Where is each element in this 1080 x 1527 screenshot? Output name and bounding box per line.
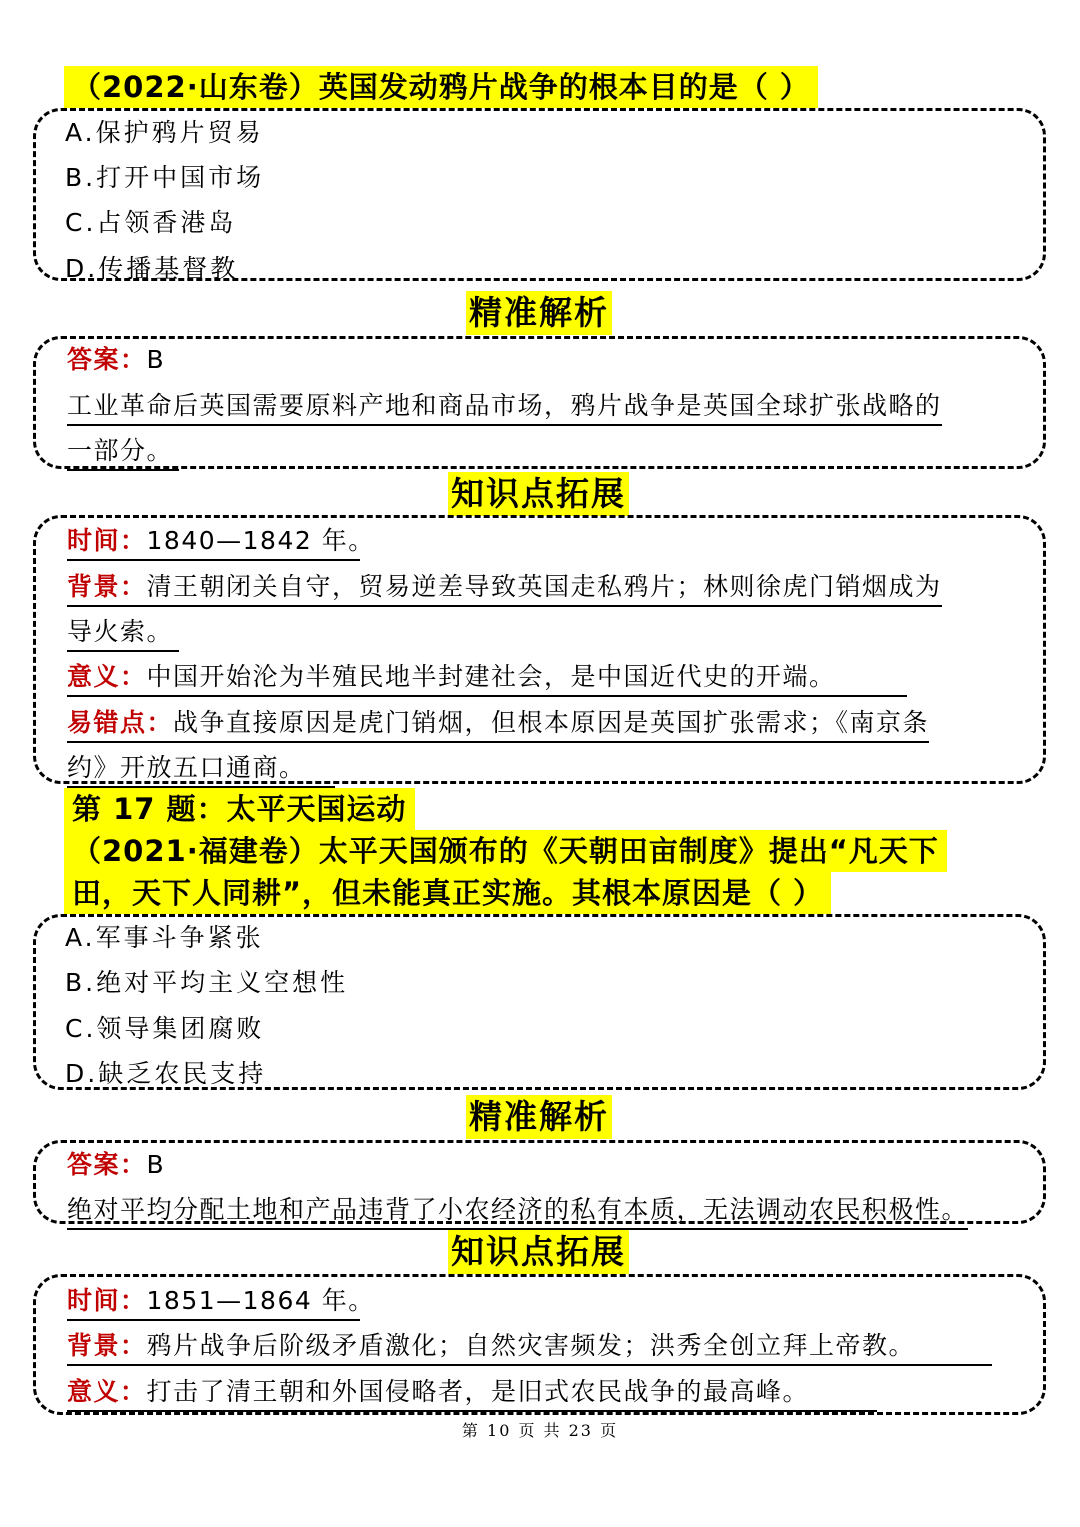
q17-stem-line-2: 田，天下人同耕”，但未能真正实施。其根本原因是（ ） bbox=[64, 872, 831, 914]
q16-background-line-2: 导火索。 bbox=[67, 615, 179, 652]
q17-analysis-title: 精准解析 bbox=[466, 1095, 612, 1139]
q17-time-line bbox=[67, 1284, 375, 1321]
q16-knowledge-title: 知识点拓展 bbox=[448, 472, 629, 516]
q17-option-b[interactable]: B.绝对平均主义空想性 bbox=[65, 968, 349, 997]
q17-time-value: 1851—1864 年。 bbox=[146, 1286, 375, 1315]
q16-option-b[interactable]: B.打开中国市场 bbox=[65, 163, 265, 192]
q17-answer-value: B bbox=[146, 1150, 166, 1179]
q17-option-c[interactable]: C.领导集团腐败 bbox=[65, 1014, 265, 1043]
q16-option-d[interactable]: D.传播基督教 bbox=[65, 254, 239, 283]
q17-answer-line bbox=[67, 1148, 165, 1183]
q17-background-label: 背景： bbox=[67, 1331, 147, 1360]
q16-significance-text: 中国开始沦为半殖民地半封建社会，是中国近代史的开端。 bbox=[146, 662, 836, 691]
q16-background-text-1: 清王朝闭关自守，贸易逆差导致英国走私鸦片；林则徐虎门销烟成为 bbox=[146, 572, 942, 601]
q16-explanation-line-2: 一部分。 bbox=[67, 434, 179, 471]
q16-significance-line bbox=[67, 660, 907, 697]
q16-pitfall-label: 易错点： bbox=[67, 708, 174, 737]
q16-time-line bbox=[67, 524, 375, 561]
q16-background-line-1 bbox=[67, 570, 942, 607]
q17-explanation-line: 绝对平均分配土地和产品违背了小农经济的私有本质，无法调动农民积极性。 bbox=[67, 1193, 968, 1230]
q16-explanation-line-1: 工业革命后英国需要原料产地和商品市场，鸦片战争是英国全球扩张战略的 bbox=[67, 389, 942, 426]
q17-knowledge-title: 知识点拓展 bbox=[448, 1230, 629, 1274]
q17-significance-text: 打击了清王朝和外国侵略者，是旧式农民战争的最高峰。 bbox=[146, 1377, 810, 1406]
page-footer: 第 10 页 共 23 页 bbox=[461, 1421, 619, 1440]
q17-time-label: 时间： bbox=[67, 1286, 147, 1315]
q17-background-line bbox=[67, 1329, 992, 1366]
q17-answer-label: 答案： bbox=[67, 1150, 147, 1179]
q17-background-text: 鸦片战争后阶级矛盾激化；自然灾害频发；洪秀全创立拜上帝教。 bbox=[146, 1331, 916, 1360]
q17-option-d[interactable]: D.缺乏农民支持 bbox=[65, 1059, 267, 1088]
q16-time-value: 1840—1842 年。 bbox=[146, 526, 375, 555]
q17-significance-line bbox=[67, 1375, 877, 1412]
q16-time-label: 时间： bbox=[67, 526, 147, 555]
q17-stem-line-1: （2021·福建卷）太平天国颁布的《天朝田亩制度》提出“凡天下 bbox=[64, 830, 947, 872]
q16-significance-label: 意义： bbox=[67, 662, 147, 691]
q16-pitfall-line-1 bbox=[67, 706, 929, 743]
q16-analysis-title: 精准解析 bbox=[466, 291, 612, 335]
q17-heading: 第 17 题：太平天国运动 bbox=[64, 788, 415, 830]
q16-option-a[interactable]: A.保护鸦片贸易 bbox=[65, 118, 264, 147]
q16-stem: （2022·山东卷）英国发动鸦片战争的根本目的是（ ） bbox=[64, 66, 818, 108]
q16-answer-label: 答案： bbox=[67, 345, 147, 374]
q16-background-label: 背景： bbox=[67, 572, 147, 601]
q16-answer-line bbox=[67, 343, 165, 378]
q17-option-a[interactable]: A.军事斗争紧张 bbox=[65, 923, 264, 952]
q16-option-c[interactable]: C.占领香港岛 bbox=[65, 208, 237, 237]
q16-pitfall-line-2: 约》开放五口通商。 bbox=[67, 751, 335, 788]
q17-significance-label: 意义： bbox=[67, 1377, 147, 1406]
q16-answer-value: B bbox=[146, 345, 166, 374]
q16-pitfall-text-1: 战争直接原因是虎门销烟，但根本原因是英国扩张需求；《南京条 bbox=[173, 708, 930, 737]
